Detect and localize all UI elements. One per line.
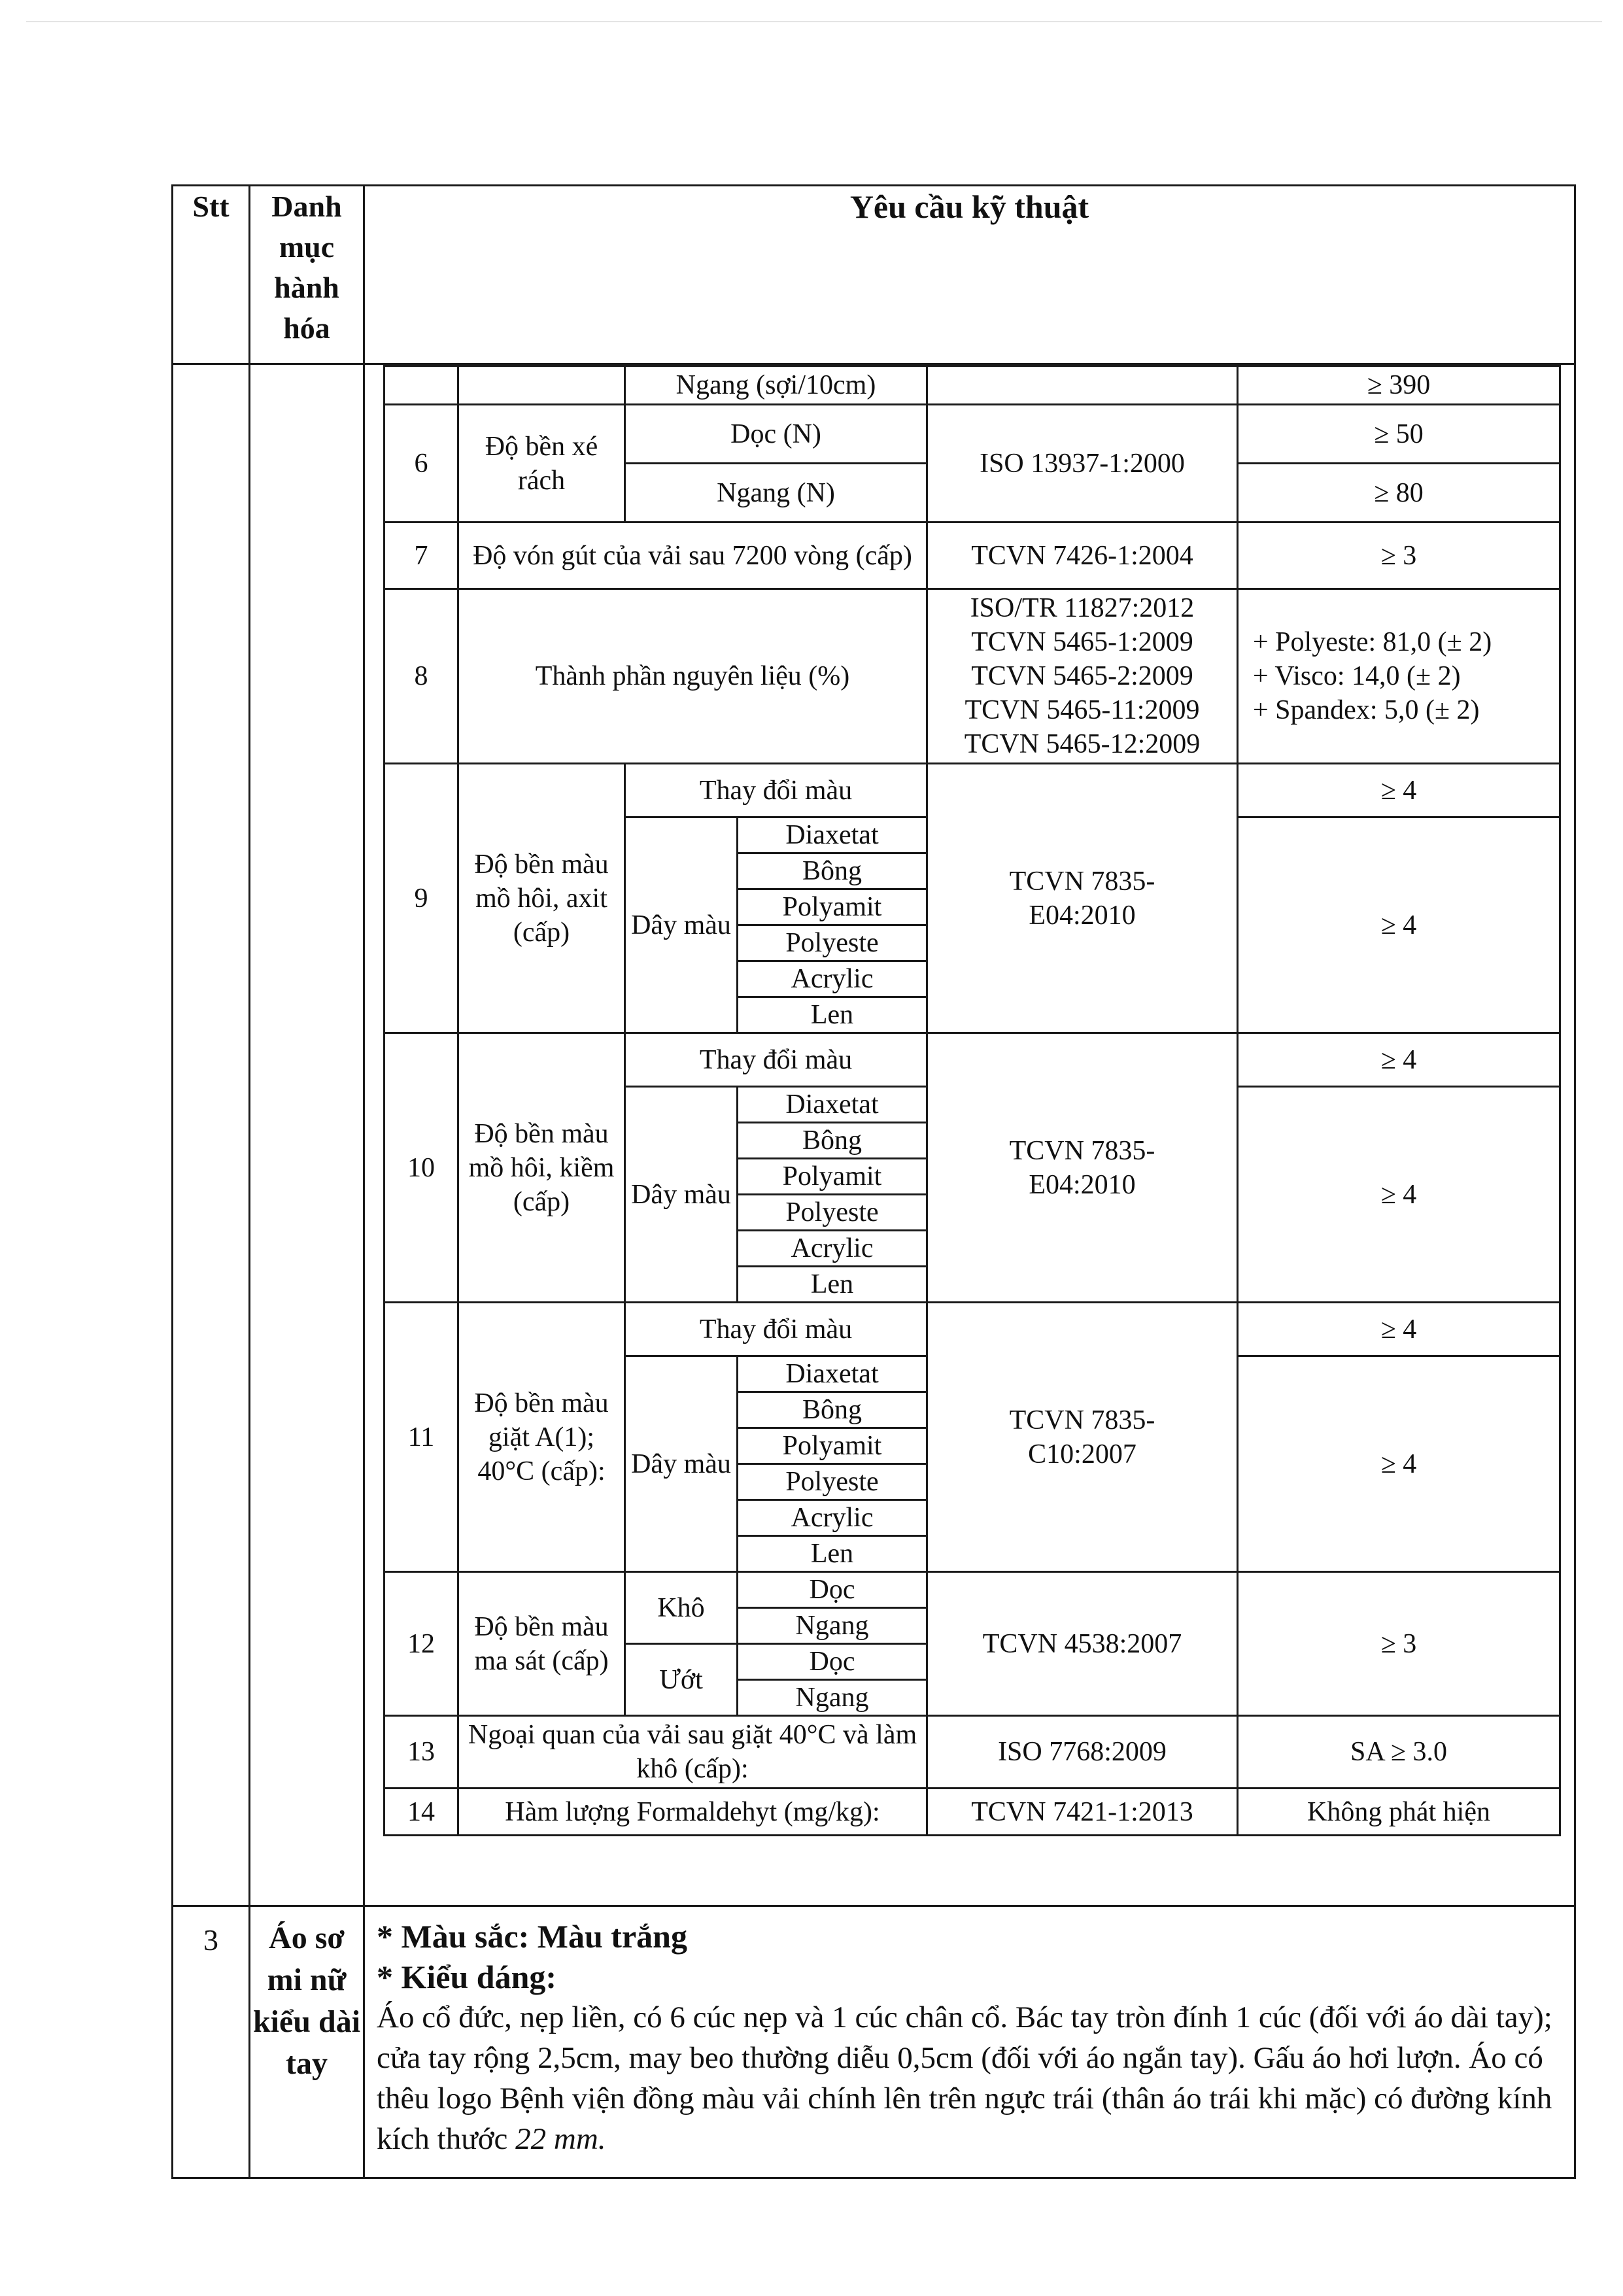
- item-sub: Khô: [625, 1572, 738, 1644]
- item-value: ≥ 390: [1238, 366, 1560, 405]
- fiber-label: Len: [738, 1267, 927, 1303]
- item-standard: ISO 7768:2009: [927, 1716, 1238, 1789]
- item-no: 14: [384, 1789, 458, 1836]
- requirements-cell: [364, 364, 1575, 1906]
- item-name: Độ bền màu mồ hôi, kiềm (cấp): [458, 1033, 625, 1303]
- direction-label: Dọc: [738, 1644, 927, 1680]
- item-value: ≥ 4: [1238, 1356, 1560, 1572]
- item-standard: TCVN 7421-1:2013: [927, 1789, 1238, 1836]
- table-row: [384, 1572, 1560, 1608]
- fiber-label: Diaxetat: [738, 1087, 927, 1123]
- fiber-label: Acrylic: [738, 1500, 927, 1536]
- color-line: * Màu sắc: Màu trắng: [377, 1918, 687, 1955]
- item-name: Ngang (sợi/10cm): [625, 366, 927, 405]
- item-sub: Dọc (N): [625, 405, 927, 464]
- item-value: ≥ 4: [1238, 817, 1560, 1033]
- fiber-label: Polyamit: [738, 1159, 927, 1195]
- style-title: * Kiểu dáng:: [377, 1959, 557, 1996]
- item3-description: [364, 1906, 1575, 2178]
- table-row: [384, 1789, 1560, 1836]
- direction-label: Ngang: [738, 1608, 927, 1644]
- item-value: ≥ 3: [1238, 1572, 1560, 1716]
- item-value: ≥ 3: [1238, 523, 1560, 589]
- item-standard: TCVN 4538:2007: [927, 1572, 1238, 1716]
- requirements-subtable: [383, 365, 1561, 1836]
- fiber-label: Bông: [738, 1392, 927, 1428]
- fiber-label: Polyeste: [738, 1195, 927, 1231]
- table-row: [384, 764, 1560, 817]
- fiber-label: Polyeste: [738, 925, 927, 961]
- item-value: ≥ 50: [1238, 405, 1560, 464]
- item3-stt: 3: [173, 1906, 250, 2178]
- item-no: 11: [384, 1303, 458, 1572]
- item-sub: Ướt: [625, 1644, 738, 1716]
- item-name: Ngoại quan của vải sau giặt 40°C và làm khô (cấp):: [458, 1716, 927, 1789]
- item-no: 9: [384, 764, 458, 1033]
- item-no: 8: [384, 589, 458, 764]
- item-no: 7: [384, 523, 458, 589]
- fiber-label: Len: [738, 1536, 927, 1572]
- category-cell-empty: [250, 364, 364, 1906]
- item-value: SA ≥ 3.0: [1238, 1716, 1560, 1789]
- fiber-label: Polyamit: [738, 889, 927, 925]
- item-name: Độ bền màu ma sát (cấp): [458, 1572, 625, 1716]
- table-row: [384, 1033, 1560, 1087]
- fiber-label: Acrylic: [738, 961, 927, 997]
- fiber-label: Polyamit: [738, 1428, 927, 1464]
- item-sub: Dây màu: [625, 1356, 738, 1572]
- direction-label: Dọc: [738, 1572, 927, 1608]
- table-row: [173, 1906, 1575, 2178]
- table-row: [384, 1303, 1560, 1356]
- item-value: ≥ 80: [1238, 464, 1560, 523]
- direction-label: Ngang: [738, 1680, 927, 1716]
- item-no: 12: [384, 1572, 458, 1716]
- item-sub: Dây màu: [625, 817, 738, 1033]
- item-sub: Dây màu: [625, 1087, 738, 1303]
- table-row: [384, 405, 1560, 464]
- table-row: [384, 1716, 1560, 1789]
- item-sub: Thay đổi màu: [625, 764, 927, 817]
- fiber-label: Bông: [738, 853, 927, 889]
- item-standard: ISO/TR 11827:2012 TCVN 5465-1:2009 TCVN 5465-2:2009 TCVN 5465-11:2009 TCVN 5465-12:2009: [927, 589, 1238, 764]
- item-standard: ISO 13937-1:2000: [927, 405, 1238, 523]
- item-name: Độ bền màu mồ hôi, axit (cấp): [458, 764, 625, 1033]
- item-value: ≥ 4: [1238, 1033, 1560, 1087]
- item-name: Độ vón gút của vải sau 7200 vòng (cấp): [458, 523, 927, 589]
- table-row: [384, 366, 1560, 405]
- fiber-label: Diaxetat: [738, 1356, 927, 1392]
- fiber-label: Len: [738, 997, 927, 1033]
- item-name: Độ bền màu giặt A(1); 40°C (cấp):: [458, 1303, 625, 1572]
- style-text-wrap: [377, 1997, 1562, 2159]
- fiber-label: Acrylic: [738, 1231, 927, 1267]
- item-name: Thành phần nguyên liệu (%): [458, 589, 927, 764]
- item-value: ≥ 4: [1238, 764, 1560, 817]
- header-requirements: Yêu cầu kỹ thuật: [364, 186, 1575, 364]
- item-value: + Polyeste: 81,0 (± 2) + Visco: 14,0 (± 2) + Spandex: 5,0 (± 2): [1238, 589, 1560, 764]
- item-standard: TCVN 7835- E04:2010: [927, 1033, 1238, 1303]
- item-value: ≥ 4: [1238, 1087, 1560, 1303]
- spec-table: [171, 184, 1576, 2179]
- item-no: 13: [384, 1716, 458, 1789]
- header-stt: Stt: [173, 186, 250, 364]
- item-standard: TCVN 7835- C10:2007: [927, 1303, 1238, 1572]
- item-sub: Thay đổi màu: [625, 1303, 927, 1356]
- fiber-label: Polyeste: [738, 1464, 927, 1500]
- item-value: Không phát hiện: [1238, 1789, 1560, 1836]
- table-row: [384, 523, 1560, 589]
- item-sub: Thay đổi màu: [625, 1033, 927, 1087]
- style-text: Áo cổ đức, nẹp liền, có 6 cúc nẹp và 1 cúc chân cổ. Bác tay tròn đính 1 cúc (đối với áo dài tay); cửa tay rộng 2,5cm, may beo thường diễu 0,5cm (đối với áo ngắn tay). Gấu áo hơi lượn. Áo có thêu logo Bệnh viện đồng màu vải chính lên trên ngực trái (thân áo trái khi mặc) có đường kính kích thước: [377, 2000, 1552, 2157]
- scan-edge-line: [26, 21, 1602, 22]
- item-standard: TCVN 7426-1:2004: [927, 523, 1238, 589]
- item-no: 10: [384, 1033, 458, 1303]
- item-no: 6: [384, 405, 458, 523]
- item-standard: TCVN 7835- E04:2010: [927, 764, 1238, 1033]
- fiber-label: Diaxetat: [738, 817, 927, 853]
- header-category: Danh mục hành hóa: [250, 186, 364, 364]
- fiber-label: Bông: [738, 1123, 927, 1159]
- item-name: Hàm lượng Formaldehyt (mg/kg):: [458, 1789, 927, 1836]
- style-size: 22 mm.: [515, 2122, 606, 2157]
- table-row: [384, 589, 1560, 764]
- item-name: Độ bền xé rách: [458, 405, 625, 523]
- item-sub: Ngang (N): [625, 464, 927, 523]
- item3-category: Áo sơ mi nữ kiểu dài tay: [250, 1906, 364, 2178]
- item-value: ≥ 4: [1238, 1303, 1560, 1356]
- stt-cell-empty: [173, 364, 250, 1906]
